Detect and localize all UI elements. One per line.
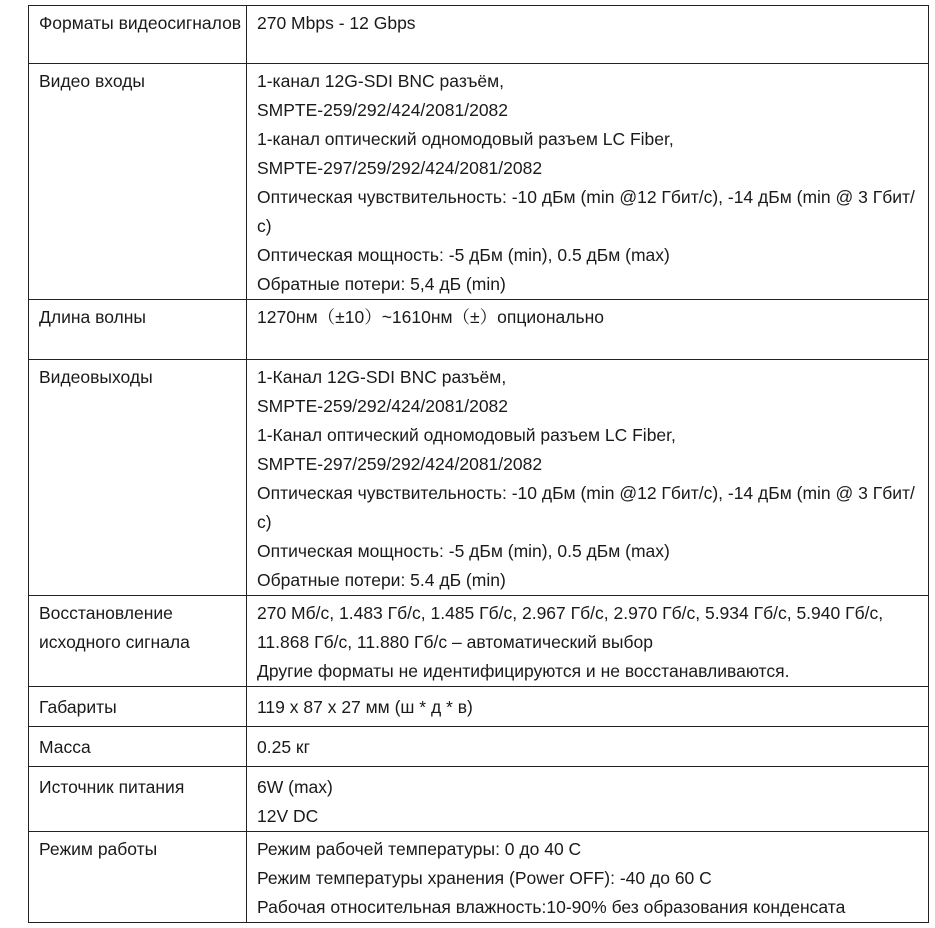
spec-row-video-inputs: [29, 64, 929, 300]
spec-row-operating-mode: [29, 832, 929, 923]
row-label: Масса: [29, 727, 247, 767]
spec-row-power: [29, 767, 929, 832]
row-label: Форматы видеосигналов: [29, 6, 247, 64]
spec-row-dimensions: [29, 687, 929, 727]
spec-table: [28, 5, 929, 923]
row-value: 1-Канал 12G-SDI BNC разъём, SMPTE-259/292/424/2081/2082 1-Канал оптический одномодовый разъем LC Fiber, SMPTE-297/259/292/424/2081/2082 Оптическая чувствительность: -10 дБм (min @12 Гбит/с), -14 дБм (min @ 3 Гбит/с) Оптическая мощность: -5 дБм (min), 0.5 дБм (max) Обратные потери: 5.4 дБ (min): [247, 360, 929, 596]
spec-row-weight: [29, 727, 929, 767]
row-value: 6W (max) 12V DC: [247, 767, 929, 832]
row-value: 270 Мб/с, 1.483 Гб/с, 1.485 Гб/с, 2.967 Гб/с, 2.970 Гб/с, 5.934 Гб/с, 5.940 Гб/с, 11.868 Гб/с, 11.880 Гб/с – автоматический выбор Другие форматы не идентифицируются и не восстанавливаются.: [247, 596, 929, 687]
row-label: Восстановление исходного сигнала: [29, 596, 247, 687]
row-label: Габариты: [29, 687, 247, 727]
row-label: Видео входы: [29, 64, 247, 300]
spec-row-video-outputs: [29, 360, 929, 596]
row-label: Источник питания: [29, 767, 247, 832]
row-value: 119 x 87 x 27 мм (ш * д * в): [247, 687, 929, 727]
row-label: Длина волны: [29, 300, 247, 360]
spec-row-formats: [29, 6, 929, 64]
spec-row-signal-recovery: [29, 596, 929, 687]
row-label: Видеовыходы: [29, 360, 247, 596]
row-value: 270 Mbps - 12 Gbps: [247, 6, 929, 64]
row-value: 1-канал 12G-SDI BNC разъём, SMPTE-259/292/424/2081/2082 1-канал оптический одномодовый разъем LC Fiber, SMPTE-297/259/292/424/2081/2082 Оптическая чувствительность: -10 дБм (min @12 Гбит/с), -14 дБм (min @ 3 Гбит/с) Оптическая мощность: -5 дБм (min), 0.5 дБм (max) Обратные потери: 5,4 дБ (min): [247, 64, 929, 300]
row-label: Режим работы: [29, 832, 247, 923]
row-value: 0.25 кг: [247, 727, 929, 767]
spec-row-wavelength: [29, 300, 929, 360]
row-value: Режим рабочей температуры: 0 до 40 C Режим температуры хранения (Power OFF): -40 до 60 C Рабочая относительная влажность:10-90% без образования конденсата: [247, 832, 929, 923]
row-value: 1270нм（±10）~1610нм（±）опционально: [247, 300, 929, 360]
